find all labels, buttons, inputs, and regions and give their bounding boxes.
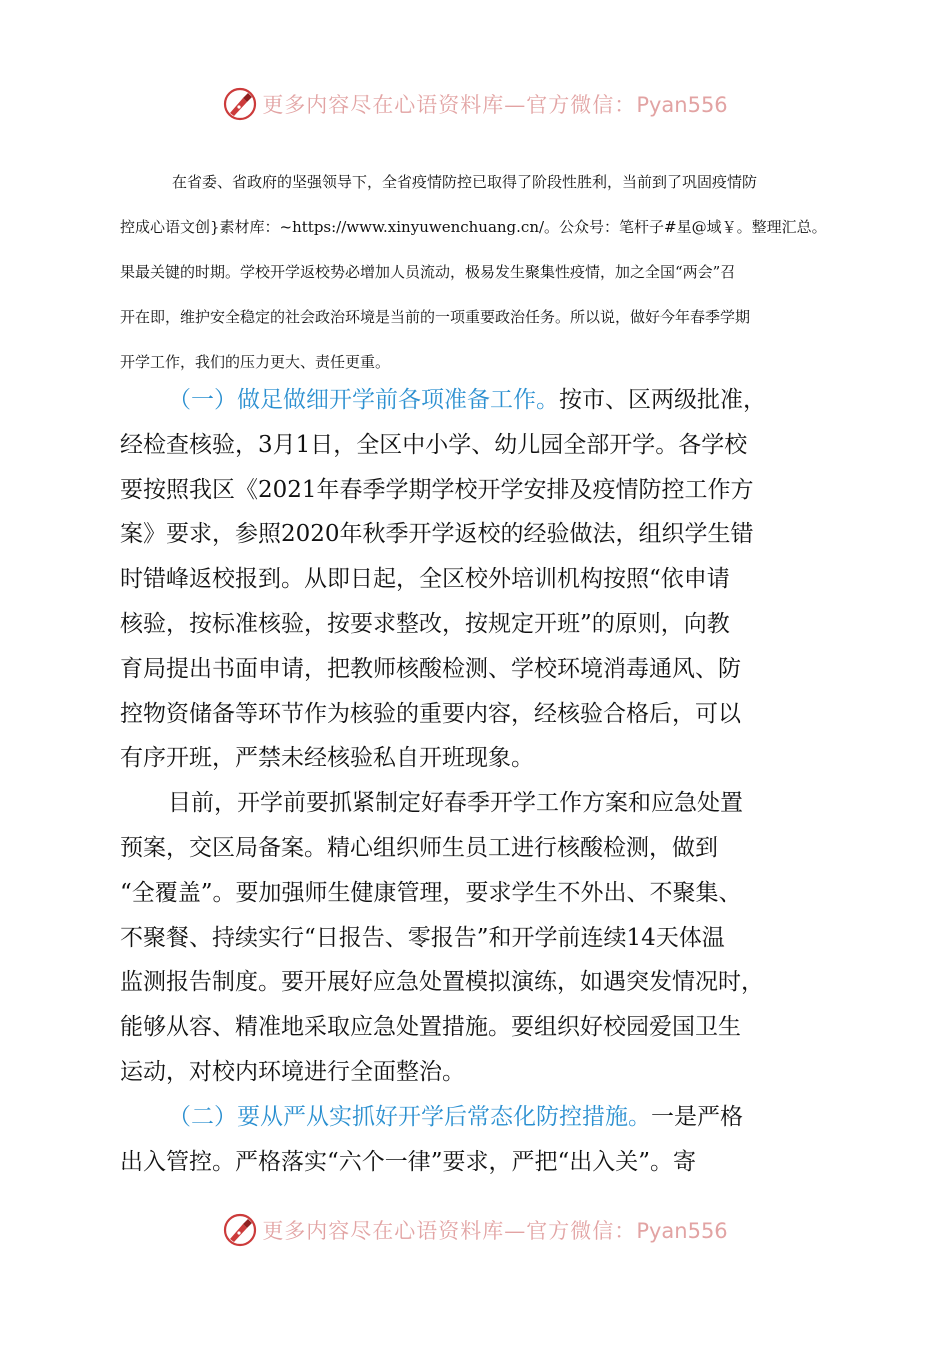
body-line: “全覆盖”。要加强师生健康管理，要求学生不外出、不聚集、 — [120, 879, 742, 906]
intro-line: 在省委、省政府的坚强领导下，全省疫情防控已取得了阶段性胜利，当前到了巩固疫情防 — [172, 173, 758, 191]
body-line: 不聚餐、持续实行“日报告、零报告”和开学前连续14天体温 — [120, 924, 725, 951]
body-line: 核验，按标准核验，按要求整改，按规定开班”的原则，向教 — [120, 610, 730, 637]
intro-line: 控成心语文创}素材库：~https://www.xinyuwenchuang.cn/。公众号：笔杆子#星@域￥。整理汇总。 — [120, 218, 827, 236]
pen-nib-icon — [222, 86, 258, 122]
wechat-id: Pyan556 — [636, 1219, 728, 1243]
intro-line: 开在即，维护安全稳定的社会政治环境是当前的一项重要政治任务。所以说，做好今年春季学期 — [120, 308, 751, 326]
body-line: 监测报告制度。要开展好应急处置模拟演练，如遇突发情况时， — [120, 969, 764, 996]
banner-text: 更多内容尽在心语资料库—官方微信：Pyan556 — [262, 1219, 728, 1243]
body-line: 出入管控。严格落实“六个一律”要求，严把“出入关”。寄 — [120, 1148, 697, 1175]
body-line: 控物资储备等环节作为核验的重要内容，经核验合格后，可以 — [120, 700, 741, 727]
section2-first-line: （二）要从严从实抓好开学后常态化防控措施。一是严格 — [168, 1103, 743, 1130]
footer-banner — [0, 1208, 950, 1252]
body-line: 运动，对校内环境进行全面整治。 — [120, 1058, 465, 1085]
section2-heading: （二）要从严从实抓好开学后常态化防控措施。 — [168, 1103, 651, 1130]
banner-text: 更多内容尽在心语资料库—官方微信：Pyan556 — [262, 93, 728, 117]
body-line: 目前，开学前要抓紧制定好春季开学工作方案和应急处置 — [168, 790, 743, 817]
body-line: 育局提出书面申请，把教师核酸检测、学校环境消毒通风、防 — [120, 655, 741, 682]
intro-paragraph — [120, 160, 840, 385]
body-line: 经检查核验，3月1日，全区中小学、幼儿园全部开学。各学校 — [120, 431, 748, 458]
body-text — [120, 378, 840, 1184]
body-line: 预案，交区局备案。精心组织师生员工进行核酸检测，做到 — [120, 834, 718, 861]
section1-first-line: （一）做足做细开学前各项准备工作。按市、区两级批准， — [168, 387, 766, 413]
intro-line: 果最关键的时期。学校开学返校势必增加人员流动，极易发生聚集性疫情，加之全国“两会”召 — [120, 263, 736, 281]
body-line: 要按照我区《2021年春季学期学校开学安排及疫情防控工作方 — [120, 476, 754, 503]
intro-line: 开学工作，我们的压力更大、责任更重。 — [120, 353, 391, 371]
wechat-id: Pyan556 — [636, 93, 728, 117]
body-line: 案》要求，参照2020年秋季开学返校的经验做法，组织学生错 — [120, 521, 754, 548]
header-banner — [0, 82, 950, 126]
body-line: 时错峰返校报到。从即日起，全区校外培训机构按照“依申请 — [120, 566, 730, 593]
body-line: 能够从容、精准地采取应急处置措施。要组织好校园爱国卫生 — [120, 1014, 741, 1041]
section1-heading: （一）做足做细开学前各项准备工作。 — [168, 387, 559, 413]
pen-nib-icon — [222, 1212, 258, 1248]
body-line: 有序开班，严禁未经核验私自开班现象。 — [120, 745, 534, 772]
